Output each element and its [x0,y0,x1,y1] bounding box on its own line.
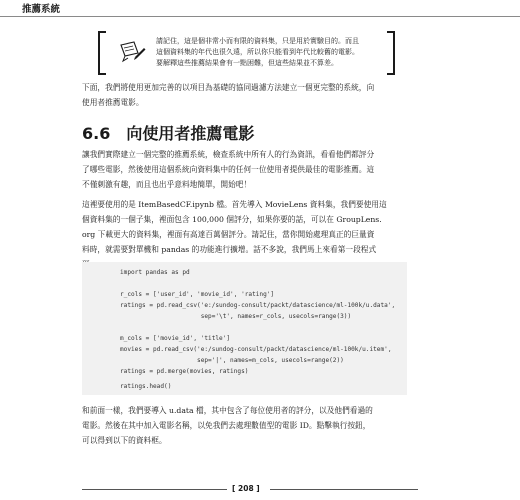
code-line: ratings = pd.merge(movies, ratings) [120,368,249,375]
note-text [156,36,388,69]
page-header [0,0,520,17]
code-line: m_cols = ['movie_id', 'title'] [120,335,231,342]
note-line: 這個資料集的年代也很久遠，所以你只能看到年代比較舊的電影。 [156,48,359,56]
code-line: import pandas as pd [120,269,190,276]
code-line: movies = pd.read_csv('e:/sundog-consult/packt/datascience/ml-100k/u.item', [120,346,392,353]
paragraph-line: 讓我們實際建立一個完整的推薦系統，檢查系統中所有人的行為資訊，看看他們都評分 [82,150,375,159]
running-header-title: 推薦系統 [22,4,61,15]
code-line: sep='\t', names=r_cols, usecols=range(3)) [120,313,352,320]
code-line: sep='|', names=m_cols, usecols=range(2)) [120,357,344,364]
code-block [82,262,407,395]
paragraph-line: 使用者推薦電影。 [82,98,144,107]
paragraph-line: 了哪些電影，然後使用這個系統向資料集中的任何一位使用者提供最佳的電影推薦。這 [82,165,375,174]
paragraph-line: 和前面一樣，我們要導入 u.data 檔，其中包含了每位使用者的評分，以及他們看過的 [82,406,373,415]
note-line: 要解釋這些推薦結果會有一點困難，但這些結果並不算差。 [156,59,338,67]
code-line: ratings = pd.read_csv('e:/sundog-consult/packt/datascience/ml-100k/u.data', [120,302,396,309]
paragraph-line: 可以得到以下的資料框。 [82,436,167,445]
body-paragraph-2 [82,197,412,272]
note-line: 請記住，這是個非常小而有限的資料集，只是用於實驗目的。而且 [156,37,359,45]
footer-rule-left [82,489,227,490]
intro-paragraph [82,80,412,110]
paragraph-line: 個資料集的一個子集，裡面包含 100,000 個評分，如果你要的話，可以在 GroupLens. [82,215,382,224]
paragraph-line: 不僅刺激有趣，而且也出乎意料地簡單，開始吧！ [82,180,252,189]
paragraph-line: 電影。然後在其中加入電影名稱，以免我們去處理數值型的電影 ID。點擊執行按鈕， [82,421,371,430]
code-line: r_cols = ['user_id', 'movie_id', 'rating'] [120,291,275,298]
footer-rule-right [270,489,418,490]
paragraph-line: org 下載更大的資料集，裡面有高達百萬個評分。請記住，當你開始處理真正的巨量資 [82,230,375,239]
body-paragraph-1 [82,147,412,192]
note-bracket-right [387,31,395,75]
code-line: ratings.head() [120,383,172,390]
note-bracket-left [98,31,106,75]
body-paragraph-3 [82,403,412,448]
pencil-note-icon [118,39,146,65]
paragraph-line: 下面，我們將使用更加完善的以項目為基礎的協同過濾方法建立一個更完整的系統，向 [82,83,375,92]
page-footer [82,484,418,496]
paragraph-line: 料時，就需要對單機和 pandas 的功能進行擴增。話不多說，我們馬上來看第一段程式 [82,245,377,254]
note-box [98,31,395,73]
paragraph-line: 這裡要使用的是 ItemBasedCF.ipynb 檔。首先導入 MovieLens 資料集，我們要使用這 [82,200,387,209]
section-heading: 6.6 向使用者推薦電影 [82,124,255,143]
page-number: [ 208 ] [232,484,260,493]
